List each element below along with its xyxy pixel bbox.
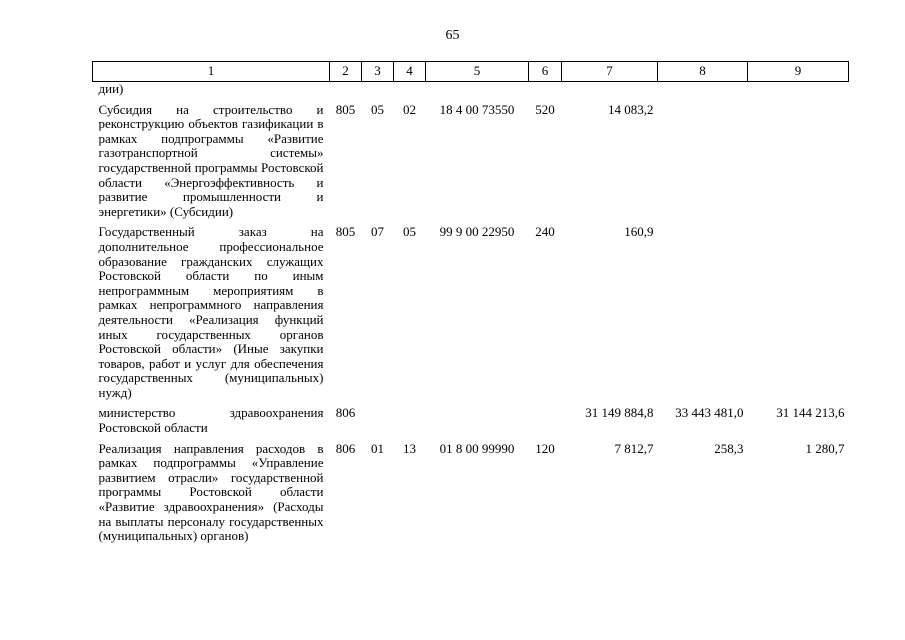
row-target-article: 18 4 00 73550 <box>439 101 515 117</box>
page-number: 65 <box>445 28 460 43</box>
column-header-2: 2 <box>330 62 362 82</box>
row-expense-type: 240 <box>535 224 555 240</box>
row-amount-col9: 1 280,7 <box>805 440 845 456</box>
row-amount-col7: 31 149 884,8 <box>585 405 654 421</box>
row-amount-col7: 7 812,7 <box>614 440 654 456</box>
row-amount-col9 <box>748 82 849 103</box>
column-header-9: 9 <box>748 62 849 82</box>
row-description: Реализация направления расходов в рамках подпрограммы «Управление развитием отрасли» государственной программы Ростовской области «Развитие здравоохранения» (Расходы на выплаты персоналу государственных (муниципальных) органов) <box>98 440 324 544</box>
row-target-article <box>426 406 529 441</box>
column-header-5: 5 <box>426 62 529 82</box>
row-section <box>362 406 394 441</box>
row-ministry-code: 806 <box>335 440 356 456</box>
row-subsection: 13 <box>403 440 416 456</box>
row-amount-col9 <box>748 225 849 406</box>
row-description: Субсидия на строительство и реконструкцию объектов газификации в рамках подпрограммы «Развитие газотранспортной системы» государственной программы Ростовской области «Энергоэффективность и развитие промышленности и энергетики» (Субсидии) <box>98 101 324 219</box>
row-target-article <box>426 82 529 103</box>
row-description: министерство здравоохранения Ростовской области <box>98 405 324 436</box>
row-section: 07 <box>371 224 384 240</box>
row-subsection: 02 <box>403 101 416 117</box>
row-subsection <box>394 406 426 441</box>
row-amount-col7 <box>562 82 658 103</box>
row-expense-type: 120 <box>535 440 555 456</box>
row-amount-col9: 31 144 213,6 <box>776 405 845 421</box>
row-ministry-code <box>330 82 362 103</box>
row-amount-col7: 14 083,2 <box>608 101 654 117</box>
row-amount-col9 <box>748 103 849 226</box>
table-row <box>93 406 849 441</box>
row-amount-col8 <box>658 82 748 103</box>
row-amount-col8: 258,3 <box>714 440 744 456</box>
row-subsection: 05 <box>403 224 416 240</box>
row-expense-type <box>529 406 562 441</box>
row-description: Государственный заказ на дополнительное профессиональное образование гражданских служащих Ростовской области по иным непрограммным мероприятиям в рамках непрограммного направления деятельности «Реализация функций иных государственных органов Ростовской области» (Иные закупки товаров, работ и услуг для обеспечения государственных (муниципальных) нужд) <box>98 224 324 400</box>
column-header-3: 3 <box>362 62 394 82</box>
row-expense-type: 520 <box>535 101 555 117</box>
table-row <box>93 82 849 103</box>
column-header-4: 4 <box>394 62 426 82</box>
column-header-7: 7 <box>562 62 658 82</box>
column-header-8: 8 <box>658 62 748 82</box>
row-amount-col8 <box>658 103 748 226</box>
row-ministry-code: 805 <box>335 101 356 117</box>
table-row <box>93 103 849 226</box>
row-ministry-code: 806 <box>335 405 356 421</box>
row-amount-col7: 160,9 <box>624 224 654 240</box>
table-row <box>93 442 849 544</box>
row-amount-col8 <box>658 225 748 406</box>
budget-table <box>92 61 849 544</box>
row-target-article: 01 8 00 99990 <box>439 440 515 456</box>
row-section: 05 <box>371 101 384 117</box>
row-section <box>362 82 394 103</box>
row-subsection <box>394 82 426 103</box>
row-target-article: 99 9 00 22950 <box>439 224 515 240</box>
column-header-1: 1 <box>93 62 330 82</box>
row-expense-type <box>529 82 562 103</box>
header-row <box>93 62 849 82</box>
table-row <box>93 225 849 406</box>
row-amount-col8: 33 443 481,0 <box>675 405 744 421</box>
row-description: дии) <box>98 81 124 96</box>
row-section: 01 <box>371 440 384 456</box>
column-header-6: 6 <box>529 62 562 82</box>
row-ministry-code: 805 <box>335 224 356 240</box>
